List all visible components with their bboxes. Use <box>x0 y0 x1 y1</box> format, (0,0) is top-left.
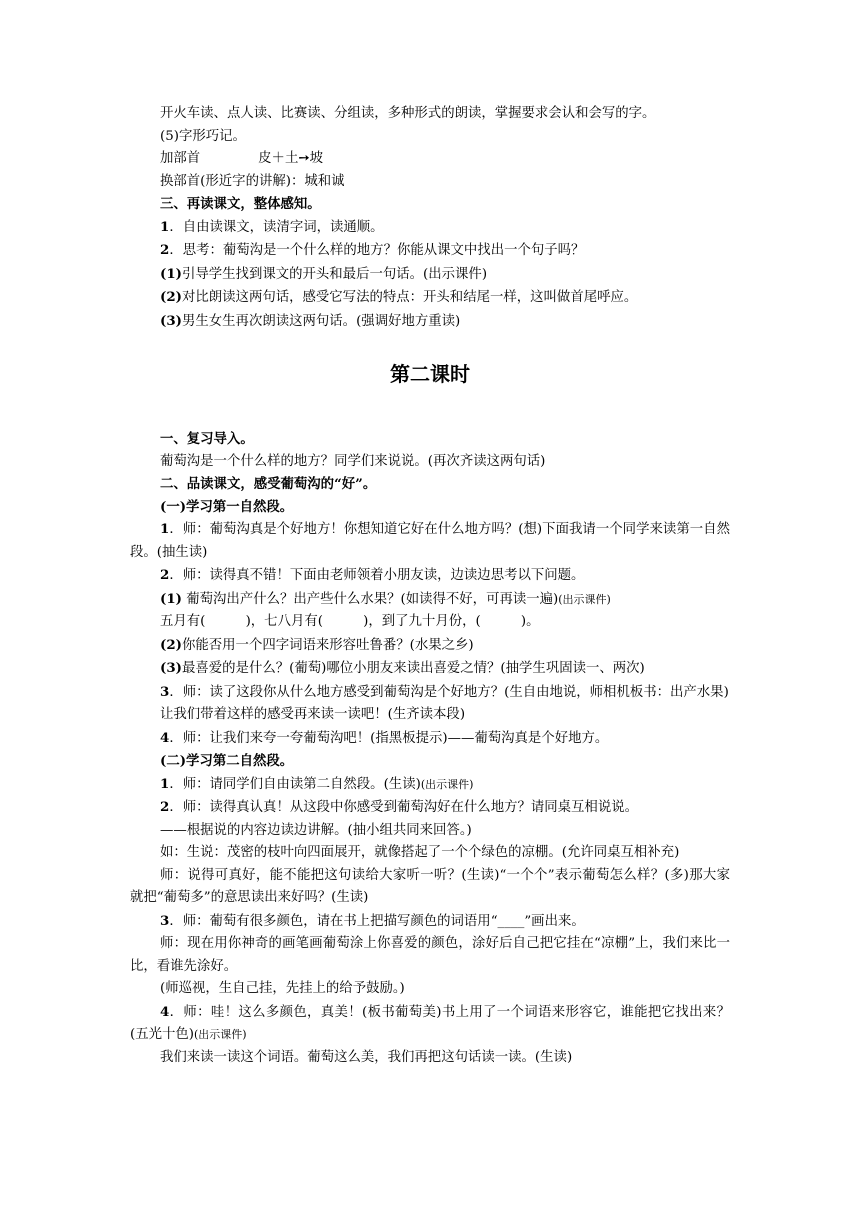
paragraph <box>130 611 730 634</box>
text: 葡萄沟出产什么？出产些什么水果？(如读得不好，可再读一遍) <box>182 591 559 607</box>
paragraph <box>130 933 730 978</box>
item-number: (3) <box>160 660 182 676</box>
paragraph <box>130 910 730 934</box>
section-heading <box>130 428 730 451</box>
text: ．师：读得真不错！下面由老师领着小朋友读，边读边思考以下问题。 <box>169 568 585 583</box>
lesson-title: 第二课时 <box>390 362 470 386</box>
paragraph <box>130 286 730 310</box>
item-number: 2 <box>160 242 170 258</box>
text: ．师：葡萄有很多颜色，请在书上把描写颜色的词语用“____”画出来。 <box>169 913 585 929</box>
paragraph <box>130 1001 730 1047</box>
paragraph <box>130 263 730 287</box>
text: ．师：哇！这么多颜色，真美！(板书葡萄美)书上用了一个词语来形容它，谁能把它找出来？(五光十色) <box>130 1004 730 1042</box>
paragraph <box>130 657 730 681</box>
item-number: (1) <box>160 590 182 607</box>
heading-text: 一、复习导入。 <box>160 431 254 447</box>
item-number: 1 <box>160 521 170 537</box>
paragraph <box>130 796 730 820</box>
text: 男生女生再次朗读这两句话。(强调好地方重读) <box>182 313 461 329</box>
text: 开火车读、点人读、比赛读、分组读，多种形式的朗读，掌握要求会认和会写的字。 <box>160 106 656 121</box>
section-heading <box>130 473 730 496</box>
paragraph <box>130 865 730 910</box>
text: 五月有( )，七八月有( )，到了九十月份，( )。 <box>160 614 540 629</box>
text: 最喜爱的是什么？(葡萄)哪位小朋友来读出喜爱之情？(抽学生巩固读一、两次) <box>182 661 645 676</box>
paragraph <box>130 773 730 797</box>
text: 师：说得可真好，能不能把这句读给大家听一听？(生读)“一个个”表示葡萄怎么样？(多)那大家就把“葡萄多”的意思读出来好吗？(生读) <box>130 867 730 905</box>
paragraph <box>130 978 730 1001</box>
paragraph <box>130 564 730 588</box>
text: 你能否用一个四字词语来形容吐鲁番？(水果之乡) <box>182 637 474 653</box>
item-number: 2 <box>160 567 170 583</box>
paragraph <box>130 171 730 194</box>
subsection-heading <box>130 496 730 519</box>
paragraph <box>130 1047 730 1070</box>
text: ．自由读课文，读清字词，读通顺。 <box>169 219 384 235</box>
paragraph <box>130 588 730 612</box>
item-number: 3 <box>160 912 170 929</box>
heading-text: (一)学习第一自然段。 <box>160 498 294 515</box>
courseware-note: (出示课件) <box>194 1028 247 1041</box>
text: 引导学生找到课文的开头和最后一句话。(出示课件) <box>182 266 488 282</box>
text: (5)字形巧记。 <box>160 128 246 144</box>
heading-text: 二、品读课文，感受葡萄沟的“好”。 <box>160 476 377 492</box>
paragraph <box>130 103 730 126</box>
item-number: (3) <box>160 312 182 329</box>
text: ．思考：葡萄沟是一个什么样的地方？你能从课文中找出一个句子吗？ <box>169 243 585 258</box>
text: 如：生说：茂密的枝叶向四面展开，就像搭起了一个个绿色的凉棚。(允许同桌互相补充) <box>160 845 680 860</box>
text: (师巡视，生自己挂，先挂上的给予鼓励。) <box>160 981 405 996</box>
courseware-note: (出示课件) <box>558 592 611 606</box>
item-number: 4 <box>160 1003 170 1020</box>
paragraph <box>130 216 730 240</box>
item-number: 4 <box>160 729 170 746</box>
text: 葡萄沟是一个什么样的地方？同学们来说说。(再次齐读这两句话) <box>160 453 546 469</box>
paragraph <box>130 704 730 727</box>
item-number: (1) <box>160 265 182 282</box>
item-number: 1 <box>160 775 170 792</box>
text: 皮＋土➙坡 <box>258 151 323 166</box>
item-number: 2 <box>160 799 170 815</box>
heading-text: (二)学习第二自然段。 <box>160 753 294 769</box>
courseware-note: (出示课件) <box>420 777 474 791</box>
text: 换部首(形近字的讲解)：城和诚 <box>160 173 345 189</box>
paragraph <box>130 727 730 751</box>
text: 对比朗读这两句话，感受它写法的特点：开头和结尾一样，这叫做首尾呼应。 <box>182 290 638 305</box>
text: 师：现在用你神奇的画笔画葡萄涂上你喜爱的颜色，涂好后自己把它挂在“凉棚”上，我们来比一比，看谁先涂好。 <box>130 936 730 974</box>
paragraph <box>130 842 730 865</box>
item-number: (2) <box>160 636 182 653</box>
item-number: 3 <box>160 683 170 700</box>
item-number: 1 <box>160 218 170 235</box>
paragraph <box>130 126 730 149</box>
text: ．师：让我们来夸一夸葡萄沟吧！(指黑板提示)——葡萄沟真是个好地方。 <box>169 730 609 746</box>
text: 让我们带着这样的感受再来读一读吧！(生齐读本段) <box>160 707 466 722</box>
text: 加部首 <box>160 151 201 166</box>
text: ．师：读得真认真！从这段中你感受到葡萄沟好在什么地方？请同桌互相说说。 <box>169 800 638 815</box>
paragraph <box>130 681 730 705</box>
paragraph <box>130 310 730 334</box>
text: ．师：葡萄沟真是个好地方！你想知道它好在什么地方吗？(想)下面我请一个同学来读第一自然段。(抽生读) <box>130 522 730 560</box>
paragraph <box>130 820 730 843</box>
paragraph <box>130 451 730 474</box>
heading-text: 三、再读课文，整体感知。 <box>160 196 321 212</box>
text: 我们来读一读这个词语。葡萄这么美，我们再把这句话读一读。(生读) <box>160 1049 573 1065</box>
text: ．师：请同学们自由读第二自然段。(生读) <box>169 776 421 792</box>
paragraph <box>130 518 730 564</box>
subsection-heading <box>130 750 730 773</box>
text: ——根据说的内容边读边讲解。(抽小组共同来回答。) <box>160 822 472 838</box>
paragraph <box>130 634 730 658</box>
paragraph <box>130 239 730 263</box>
section-heading <box>130 193 730 216</box>
document-page <box>130 103 730 1069</box>
paragraph <box>130 148 730 171</box>
item-number: (2) <box>160 289 182 305</box>
text: ．师：读了这段你从什么地方感受到葡萄沟是个好地方？(生自由地说，师相机板书：出产水果) <box>169 684 729 700</box>
